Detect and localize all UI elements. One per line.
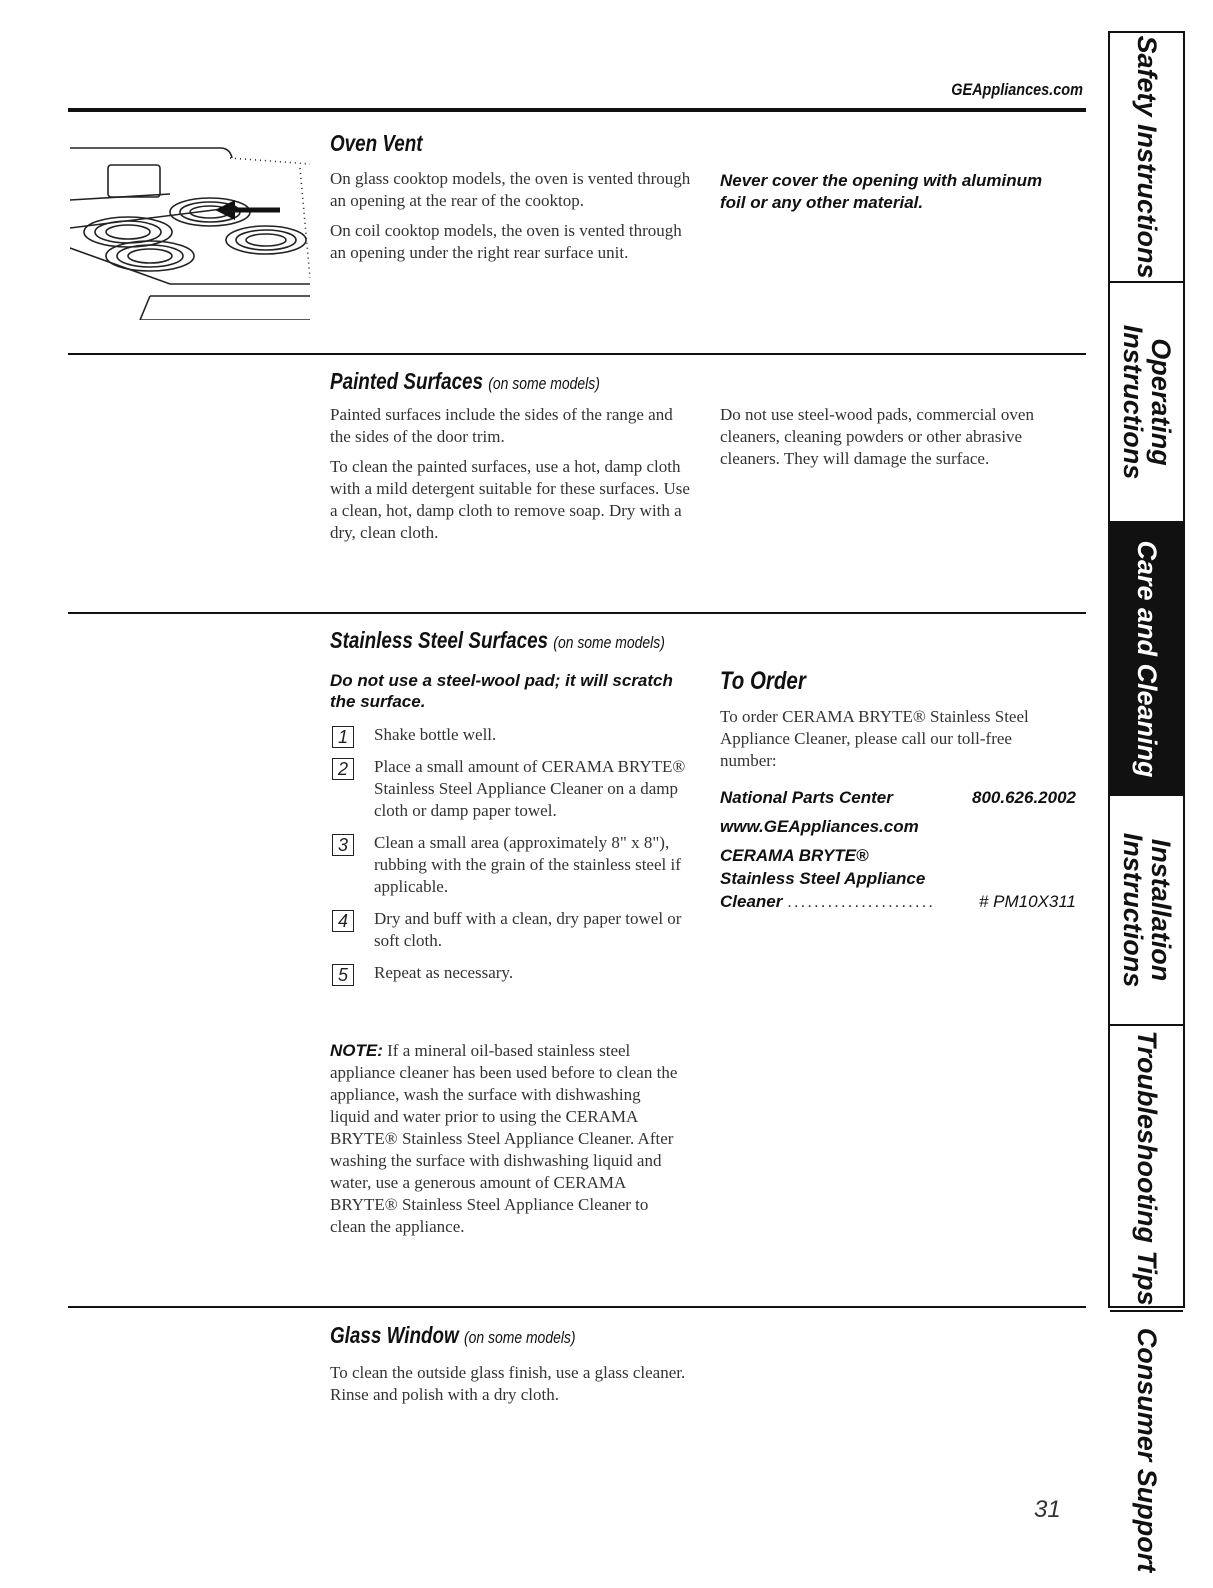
note-label: NOTE: <box>330 1041 383 1060</box>
painted-left-body <box>330 404 690 552</box>
tab-label: Operating Instructions <box>1117 324 1176 480</box>
stainless-title-text: Stainless Steel Surfaces <box>330 627 549 653</box>
stainless-subtitle: (on some models) <box>553 633 665 652</box>
step-number: 2 <box>332 758 354 780</box>
painted-right-body <box>720 404 1065 478</box>
step-item <box>330 962 690 984</box>
painted-p1: Painted surfaces include the sides of the range and the sides of the door trim. <box>330 405 673 446</box>
stainless-note <box>330 1040 680 1238</box>
tab-safety-instructions[interactable] <box>1110 33 1183 283</box>
painted-p2: To clean the painted surfaces, use a hot, damp cloth with a mild detergent suitable for these surfaces. Use a clean, hot, damp cloth to remove soap. Dry with a dry, clean cloth. <box>330 457 690 542</box>
glass-title-text: Glass Window <box>330 1322 459 1348</box>
product-line-3: Cleaner <box>720 892 783 911</box>
page-number: 31 <box>1034 1496 1061 1523</box>
section-rule-1 <box>68 353 1086 355</box>
stainless-steps <box>330 724 690 994</box>
step-item <box>330 724 690 746</box>
step-number: 5 <box>332 964 354 986</box>
tab-label: Installation Instructions <box>1117 832 1176 988</box>
section-tabs <box>1108 31 1185 1573</box>
stainless-warning: Do not use a steel-wool pad; it will scratch the surface. <box>330 671 673 711</box>
site-url: GEAppliances.com <box>951 80 1083 99</box>
tab-label: Safety Instructions <box>1131 35 1162 279</box>
glass-title <box>330 1322 576 1349</box>
oven-vent-title: Oven Vent <box>330 130 423 156</box>
section-rule-2 <box>68 612 1086 614</box>
painted-title <box>330 368 600 395</box>
product-row <box>720 890 1076 913</box>
header-rule <box>68 108 1086 112</box>
oven-vent-body <box>330 168 700 272</box>
stainless-title <box>330 627 665 654</box>
product-line-1: CERAMA BRYTE® <box>720 846 869 865</box>
glass-subtitle: (on some models) <box>463 1328 576 1347</box>
npc-phone: 800.626.2002 <box>972 788 1076 807</box>
order-details <box>720 786 1080 913</box>
step-text: Place a small amount of CERAMA BRYTE® Stainless Steel Appliance Cleaner on a damp cloth or damp paper towel. <box>374 757 686 820</box>
part-number: # PM10X311 <box>978 892 1076 911</box>
tab-operating-instructions[interactable] <box>1110 283 1183 523</box>
painted-p3: Do not use steel-wood pads, commercial oven cleaners, cleaning powders or other abrasive cleaners. They will damage the surface. <box>720 405 1034 468</box>
glass-body: To clean the outside glass finish, use a glass cleaner. Rinse and polish with a dry cloth. <box>330 1363 686 1404</box>
leader-dots: ...................... <box>787 892 936 911</box>
product-line-2: Stainless Steel Appliance <box>720 869 926 888</box>
section-rule-3 <box>68 1306 1086 1308</box>
order-body: To order CERAMA BRYTE® Stainless Steel Appliance Cleaner, please call our toll-free number: <box>720 707 1029 770</box>
step-item <box>330 756 690 822</box>
npc-row <box>720 786 1076 809</box>
tab-label: Troubleshooting Tips <box>1131 1030 1162 1306</box>
painted-title-text: Painted Surfaces <box>330 368 484 394</box>
tab-installation-instructions[interactable] <box>1110 796 1183 1026</box>
tab-troubleshooting-tips[interactable] <box>1110 1026 1183 1312</box>
tab-label: Care and Cleaning <box>1131 539 1162 778</box>
oven-vent-p1: On glass cooktop models, the oven is vented through an opening at the rear of the cooktop. <box>330 169 691 210</box>
npc-label: National Parts Center <box>720 788 893 807</box>
step-number: 4 <box>332 910 354 932</box>
cooktop-illustration <box>70 128 315 320</box>
step-item <box>330 908 690 952</box>
note-text: If a mineral oil-based stainless steel appliance cleaner has been used before to clean the appliance, wash the surface with dishwashing liquid and water prior to using the CERAMA BRYTE® Stainless Steel Appliance Cleaner. After washing the surface with dishwashing liquid and water, use a generous amount of CERAMA BRYTE® Stainless Steel Appliance Cleaner to clean the appliance. <box>330 1041 678 1236</box>
oven-vent-p2: On coil cooktop models, the oven is vented through an opening under the right rear surface unit. <box>330 221 682 262</box>
step-text: Shake bottle well. <box>374 725 497 744</box>
order-website: www.GEAppliances.com <box>720 817 919 836</box>
oven-vent-warning: Never cover the opening with aluminum foil or any other material. <box>720 171 1043 212</box>
step-text: Clean a small area (approximately 8" x 8"), rubbing with the grain of the stainless steel if applicable. <box>374 833 681 896</box>
painted-subtitle: (on some models) <box>488 374 600 393</box>
step-number: 3 <box>332 834 354 856</box>
step-item <box>330 832 690 898</box>
tab-consumer-support[interactable] <box>1110 1312 1183 1588</box>
step-text: Repeat as necessary. <box>374 963 514 982</box>
tab-label: Consumer Support <box>1131 1327 1162 1573</box>
order-title: To Order <box>720 667 806 695</box>
step-number: 1 <box>332 726 354 748</box>
step-text: Dry and buff with a clean, dry paper towel or soft cloth. <box>374 909 682 950</box>
tab-care-and-cleaning[interactable] <box>1110 523 1183 796</box>
